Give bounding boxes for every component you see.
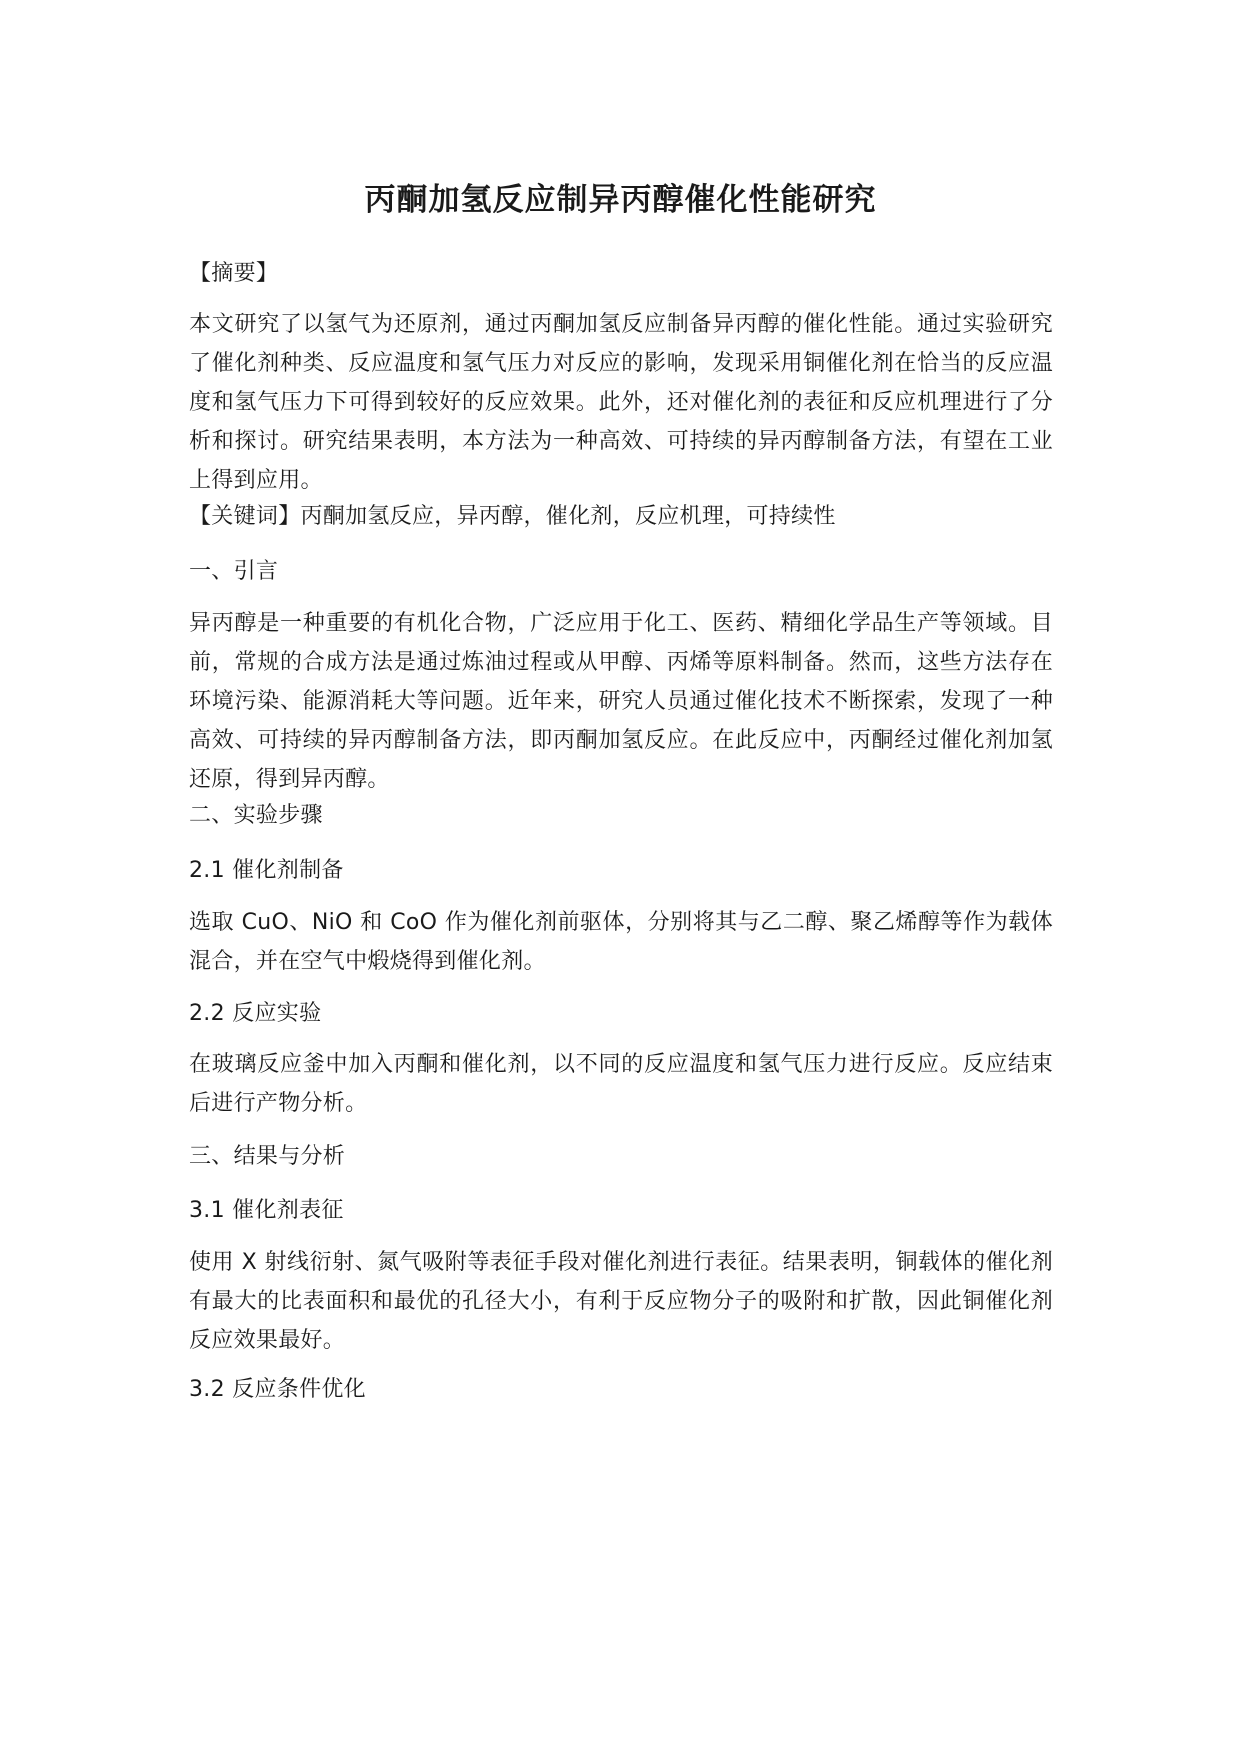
section-2-1-paragraph: 选取 CuO、NiO 和 CoO 作为催化剂前驱体，分别将其与乙二醇、聚乙烯醇等作为载体混合，并在空气中煅烧得到催化剂。 [189,910,1053,974]
section-3-heading: 三、结果与分析 [189,1144,346,1169]
section-2-2-heading: 2.2 反应实验 [189,1001,322,1026]
section-2-2-paragraph: 在玻璃反应釜中加入丙酮和催化剂，以不同的反应温度和氢气压力进行反应。反应结束后进行产物分析。 [189,1052,1053,1116]
abstract-heading: 【摘要】 [189,261,279,286]
section-2-heading: 二、实验步骤 [189,803,323,828]
section-3-1-heading: 3.1 催化剂表征 [189,1198,344,1223]
section-2-1-heading: 2.1 催化剂制备 [189,858,344,883]
document-title: 丙酮加氢反应制异丙醇催化性能研究 [364,182,877,218]
section-3-1-paragraph: 使用 X 射线衍射、氮气吸附等表征手段对催化剂进行表征。结果表明，铜载体的催化剂有最大的比表面积和最优的孔径大小，有利于反应物分子的吸附和扩散，因此铜催化剂反应效果最好。 [189,1250,1053,1353]
section-3-2-heading: 3.2 反应条件优化 [189,1377,366,1402]
section-1-heading: 一、引言 [189,559,279,584]
keywords-line: 【关键词】丙酮加氢反应，异丙醇，催化剂，反应机理，可持续性 [189,504,836,529]
section-1-paragraph: 异丙醇是一种重要的有机化合物，广泛应用于化工、医药、精细化学品生产等领域。目前，常规的合成方法是通过炼油过程或从甲醇、丙烯等原料制备。然而，这些方法存在环境污染、能源消耗大等问题。近年来，研究人员通过催化技术不断探索，发现了一种高效、可持续的异丙醇制备方法，即丙酮加氢反应。在此反应中，丙酮经过催化剂加氢还原，得到异丙醇。 [189,611,1053,792]
abstract-paragraph: 本文研究了以氢气为还原剂，通过丙酮加氢反应制备异丙醇的催化性能。通过实验研究了催化剂种类、反应温度和氢气压力对反应的影响，发现采用铜催化剂在恰当的反应温度和氢气压力下可得到较好的反应效果。此外，还对催化剂的表征和反应机理进行了分析和探讨。研究结果表明，本方法为一种高效、可持续的异丙醇制备方法，有望在工业上得到应用。 [189,312,1053,493]
